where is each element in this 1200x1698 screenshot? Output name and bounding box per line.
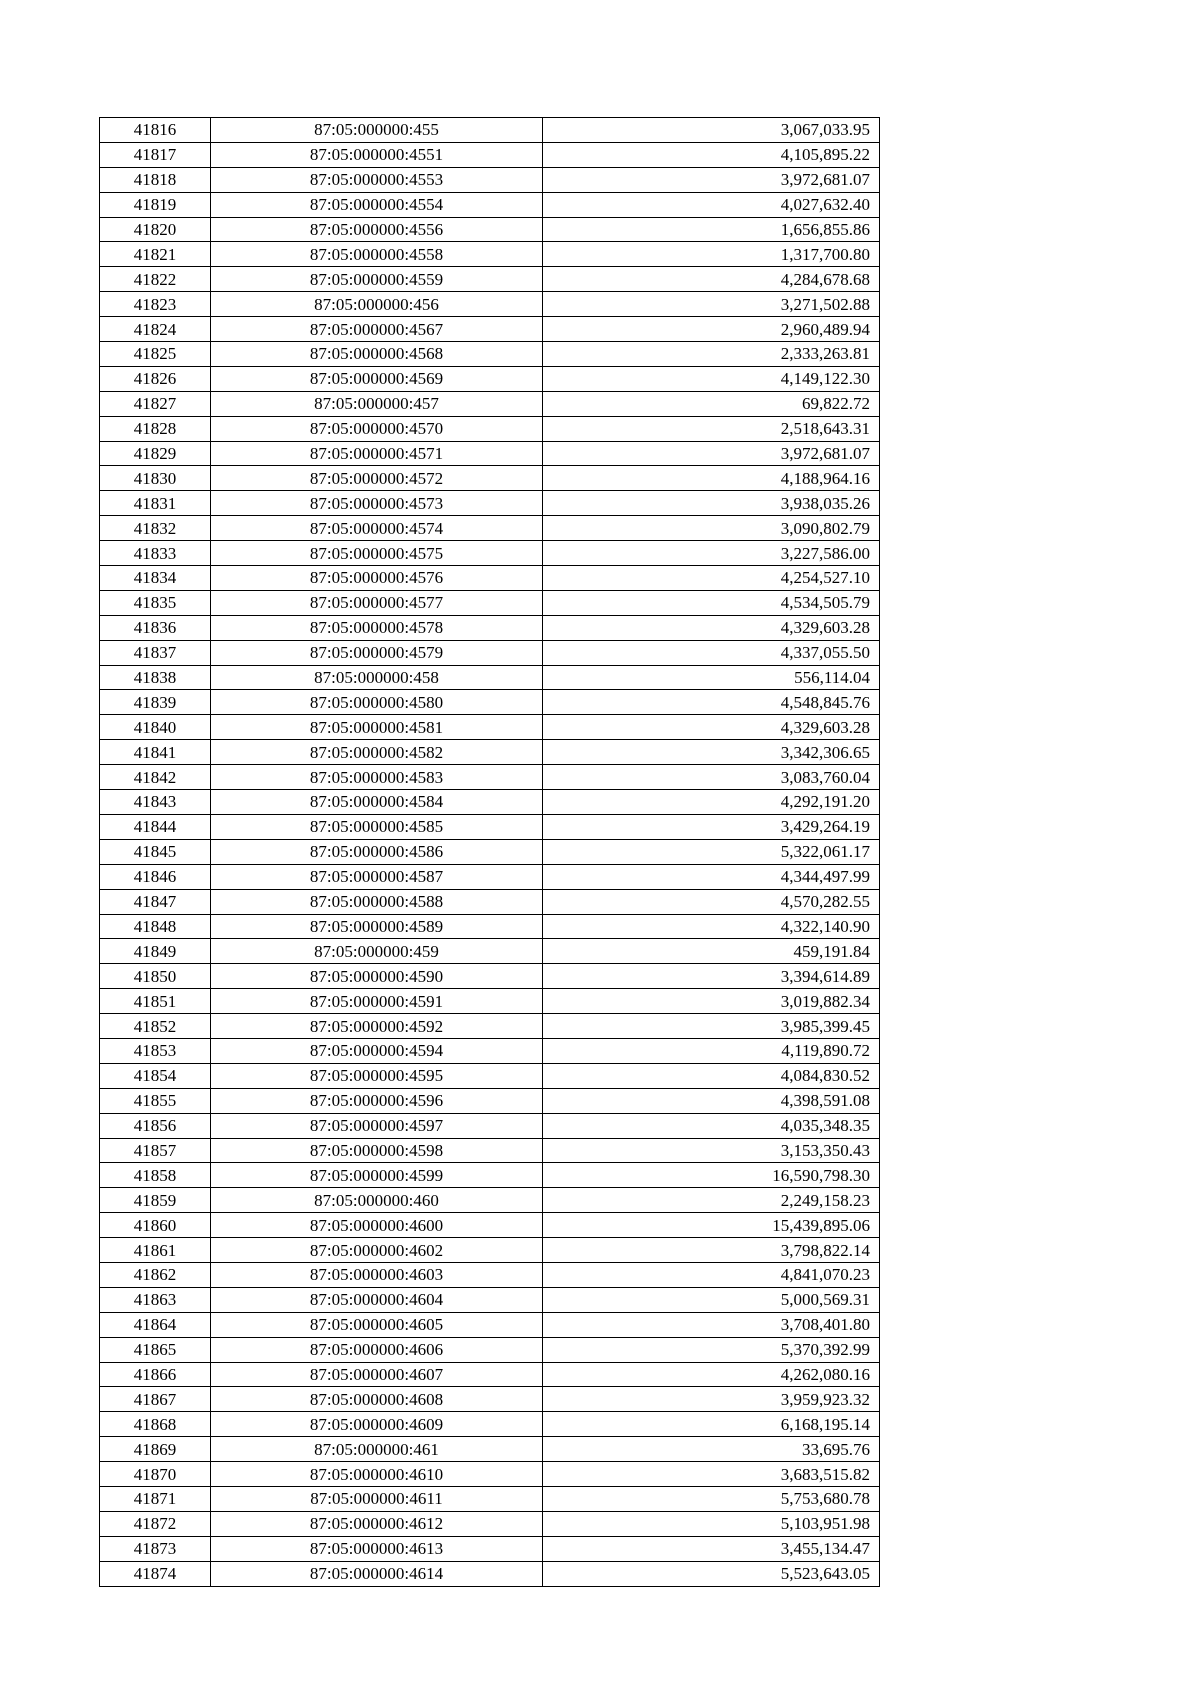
- cadastral-number-cell: 87:05:000000:4595: [211, 1063, 543, 1088]
- cadastral-value-cell: 69,822.72: [543, 391, 880, 416]
- table-row: [100, 317, 880, 342]
- row-number-cell: 41817: [100, 142, 211, 167]
- table-row: [100, 192, 880, 217]
- cadastral-value-cell: 459,191.84: [543, 939, 880, 964]
- table-row: [100, 914, 880, 939]
- cadastral-number-cell: 87:05:000000:455: [211, 118, 543, 143]
- cadastral-value-cell: 3,090,802.79: [543, 516, 880, 541]
- table-row: [100, 1387, 880, 1412]
- cadastral-number-cell: 87:05:000000:4613: [211, 1536, 543, 1561]
- cadastral-number-cell: 87:05:000000:4568: [211, 342, 543, 367]
- cadastral-value-cell: 4,027,632.40: [543, 192, 880, 217]
- table-row: [100, 1412, 880, 1437]
- cadastral-number-cell: 87:05:000000:4592: [211, 1014, 543, 1039]
- cadastral-number-cell: 87:05:000000:4600: [211, 1213, 543, 1238]
- table-row: [100, 516, 880, 541]
- table-row: [100, 640, 880, 665]
- cadastral-value-cell: 4,337,055.50: [543, 640, 880, 665]
- table-body: [100, 118, 880, 1587]
- cadastral-value-cell: 4,084,830.52: [543, 1063, 880, 1088]
- row-number-cell: 41854: [100, 1063, 211, 1088]
- cadastral-number-cell: 87:05:000000:4558: [211, 242, 543, 267]
- row-number-cell: 41872: [100, 1511, 211, 1536]
- cadastral-value-cell: 3,067,033.95: [543, 118, 880, 143]
- row-number-cell: 41831: [100, 491, 211, 516]
- cadastral-value-cell: 15,439,895.06: [543, 1213, 880, 1238]
- cadastral-value-cell: 4,322,140.90: [543, 914, 880, 939]
- cadastral-number-cell: 87:05:000000:4551: [211, 142, 543, 167]
- table-row: [100, 366, 880, 391]
- cadastral-number-cell: 87:05:000000:4588: [211, 889, 543, 914]
- table-row: [100, 790, 880, 815]
- cadastral-value-cell: 3,455,134.47: [543, 1536, 880, 1561]
- row-number-cell: 41843: [100, 790, 211, 815]
- cadastral-number-cell: 87:05:000000:4612: [211, 1511, 543, 1536]
- row-number-cell: 41866: [100, 1362, 211, 1387]
- table-row: [100, 1362, 880, 1387]
- table-row: [100, 1312, 880, 1337]
- cadastral-value-cell: 3,683,515.82: [543, 1462, 880, 1487]
- row-number-cell: 41850: [100, 964, 211, 989]
- row-number-cell: 41853: [100, 1038, 211, 1063]
- cadastral-value-cell: 4,329,603.28: [543, 615, 880, 640]
- cadastral-number-cell: 87:05:000000:4578: [211, 615, 543, 640]
- table-row: [100, 814, 880, 839]
- cadastral-number-cell: 87:05:000000:458: [211, 665, 543, 690]
- cadastral-value-cell: 4,292,191.20: [543, 790, 880, 815]
- cadastral-number-cell: 87:05:000000:4605: [211, 1312, 543, 1337]
- row-number-cell: 41871: [100, 1486, 211, 1511]
- row-number-cell: 41869: [100, 1437, 211, 1462]
- row-number-cell: 41822: [100, 267, 211, 292]
- table-row: [100, 1063, 880, 1088]
- cadastral-number-cell: 87:05:000000:4603: [211, 1262, 543, 1287]
- cadastral-value-table: [99, 117, 880, 1587]
- table-row: [100, 989, 880, 1014]
- table-row: [100, 1561, 880, 1586]
- table-row: [100, 615, 880, 640]
- cadastral-number-cell: 87:05:000000:4553: [211, 167, 543, 192]
- table-row: [100, 690, 880, 715]
- cadastral-value-cell: 5,753,680.78: [543, 1486, 880, 1511]
- cadastral-value-cell: 4,149,122.30: [543, 366, 880, 391]
- row-number-cell: 41863: [100, 1287, 211, 1312]
- row-number-cell: 41830: [100, 466, 211, 491]
- row-number-cell: 41835: [100, 590, 211, 615]
- cadastral-value-cell: 3,271,502.88: [543, 292, 880, 317]
- table-row: [100, 1213, 880, 1238]
- row-number-cell: 41839: [100, 690, 211, 715]
- cadastral-value-cell: 556,114.04: [543, 665, 880, 690]
- row-number-cell: 41832: [100, 516, 211, 541]
- row-number-cell: 41851: [100, 989, 211, 1014]
- row-number-cell: 41874: [100, 1561, 211, 1586]
- cadastral-number-cell: 87:05:000000:4580: [211, 690, 543, 715]
- cadastral-number-cell: 87:05:000000:4569: [211, 366, 543, 391]
- row-number-cell: 41855: [100, 1088, 211, 1113]
- table-row: [100, 864, 880, 889]
- table-row: [100, 1511, 880, 1536]
- row-number-cell: 41857: [100, 1138, 211, 1163]
- cadastral-number-cell: 87:05:000000:460: [211, 1188, 543, 1213]
- cadastral-number-cell: 87:05:000000:4607: [211, 1362, 543, 1387]
- table-row: [100, 1337, 880, 1362]
- cadastral-number-cell: 87:05:000000:4572: [211, 466, 543, 491]
- table-row: [100, 1536, 880, 1561]
- table-row: [100, 441, 880, 466]
- table-row: [100, 342, 880, 367]
- table-row: [100, 242, 880, 267]
- row-number-cell: 41824: [100, 317, 211, 342]
- row-number-cell: 41828: [100, 416, 211, 441]
- cadastral-number-cell: 87:05:000000:4585: [211, 814, 543, 839]
- cadastral-number-cell: 87:05:000000:4575: [211, 541, 543, 566]
- cadastral-value-cell: 5,370,392.99: [543, 1337, 880, 1362]
- table-row: [100, 1238, 880, 1263]
- table-row: [100, 1437, 880, 1462]
- table-row: [100, 1113, 880, 1138]
- cadastral-value-cell: 3,972,681.07: [543, 441, 880, 466]
- cadastral-number-cell: 87:05:000000:4589: [211, 914, 543, 939]
- row-number-cell: 41870: [100, 1462, 211, 1487]
- table-row: [100, 1462, 880, 1487]
- row-number-cell: 41841: [100, 740, 211, 765]
- row-number-cell: 41833: [100, 541, 211, 566]
- cadastral-number-cell: 87:05:000000:4590: [211, 964, 543, 989]
- cadastral-number-cell: 87:05:000000:4559: [211, 267, 543, 292]
- cadastral-number-cell: 87:05:000000:4584: [211, 790, 543, 815]
- cadastral-number-cell: 87:05:000000:4598: [211, 1138, 543, 1163]
- row-number-cell: 41825: [100, 342, 211, 367]
- table-row: [100, 1138, 880, 1163]
- row-number-cell: 41820: [100, 217, 211, 242]
- cadastral-number-cell: 87:05:000000:461: [211, 1437, 543, 1462]
- cadastral-number-cell: 87:05:000000:4583: [211, 765, 543, 790]
- cadastral-number-cell: 87:05:000000:4587: [211, 864, 543, 889]
- cadastral-number-cell: 87:05:000000:4608: [211, 1387, 543, 1412]
- cadastral-value-cell: 4,188,964.16: [543, 466, 880, 491]
- cadastral-value-cell: 4,254,527.10: [543, 566, 880, 591]
- row-number-cell: 41836: [100, 615, 211, 640]
- cadastral-value-cell: 3,019,882.34: [543, 989, 880, 1014]
- cadastral-value-cell: 5,103,951.98: [543, 1511, 880, 1536]
- row-number-cell: 41859: [100, 1188, 211, 1213]
- table-row: [100, 964, 880, 989]
- cadastral-value-cell: 3,394,614.89: [543, 964, 880, 989]
- cadastral-number-cell: 87:05:000000:4554: [211, 192, 543, 217]
- cadastral-value-cell: 4,105,895.22: [543, 142, 880, 167]
- row-number-cell: 41816: [100, 118, 211, 143]
- cadastral-number-cell: 87:05:000000:4576: [211, 566, 543, 591]
- table-row: [100, 267, 880, 292]
- cadastral-number-cell: 87:05:000000:4609: [211, 1412, 543, 1437]
- table-row: [100, 765, 880, 790]
- cadastral-value-cell: 3,708,401.80: [543, 1312, 880, 1337]
- cadastral-value-cell: 4,119,890.72: [543, 1038, 880, 1063]
- row-number-cell: 41846: [100, 864, 211, 889]
- table-row: [100, 939, 880, 964]
- cadastral-value-cell: 3,972,681.07: [543, 167, 880, 192]
- table-row: [100, 217, 880, 242]
- row-number-cell: 41819: [100, 192, 211, 217]
- table-row: [100, 1038, 880, 1063]
- row-number-cell: 41818: [100, 167, 211, 192]
- cadastral-number-cell: 87:05:000000:4581: [211, 715, 543, 740]
- cadastral-number-cell: 87:05:000000:4594: [211, 1038, 543, 1063]
- cadastral-value-cell: 16,590,798.30: [543, 1163, 880, 1188]
- table-row: [100, 491, 880, 516]
- row-number-cell: 41847: [100, 889, 211, 914]
- cadastral-number-cell: 87:05:000000:4604: [211, 1287, 543, 1312]
- table-row: [100, 839, 880, 864]
- row-number-cell: 41864: [100, 1312, 211, 1337]
- cadastral-number-cell: 87:05:000000:4582: [211, 740, 543, 765]
- cadastral-value-cell: 4,398,591.08: [543, 1088, 880, 1113]
- cadastral-value-cell: 2,249,158.23: [543, 1188, 880, 1213]
- row-number-cell: 41826: [100, 366, 211, 391]
- cadastral-number-cell: 87:05:000000:4606: [211, 1337, 543, 1362]
- cadastral-value-cell: 3,985,399.45: [543, 1014, 880, 1039]
- cadastral-number-cell: 87:05:000000:4596: [211, 1088, 543, 1113]
- cadastral-number-cell: 87:05:000000:4610: [211, 1462, 543, 1487]
- row-number-cell: 41852: [100, 1014, 211, 1039]
- table-row: [100, 590, 880, 615]
- cadastral-value-cell: 1,656,855.86: [543, 217, 880, 242]
- cadastral-number-cell: 87:05:000000:4570: [211, 416, 543, 441]
- row-number-cell: 41840: [100, 715, 211, 740]
- table-row: [100, 1287, 880, 1312]
- cadastral-number-cell: 87:05:000000:4573: [211, 491, 543, 516]
- cadastral-value-cell: 4,344,497.99: [543, 864, 880, 889]
- cadastral-number-cell: 87:05:000000:4591: [211, 989, 543, 1014]
- cadastral-value-cell: 3,227,586.00: [543, 541, 880, 566]
- table-row: [100, 1486, 880, 1511]
- cadastral-value-cell: 33,695.76: [543, 1437, 880, 1462]
- table-row: [100, 1088, 880, 1113]
- row-number-cell: 41845: [100, 839, 211, 864]
- row-number-cell: 41856: [100, 1113, 211, 1138]
- cadastral-value-cell: 5,000,569.31: [543, 1287, 880, 1312]
- cadastral-number-cell: 87:05:000000:4556: [211, 217, 543, 242]
- row-number-cell: 41873: [100, 1536, 211, 1561]
- cadastral-number-cell: 87:05:000000:4614: [211, 1561, 543, 1586]
- cadastral-value-cell: 3,798,822.14: [543, 1238, 880, 1263]
- row-number-cell: 41867: [100, 1387, 211, 1412]
- table-row: [100, 118, 880, 143]
- cadastral-number-cell: 87:05:000000:459: [211, 939, 543, 964]
- table-row: [100, 1188, 880, 1213]
- row-number-cell: 41838: [100, 665, 211, 690]
- table-row: [100, 665, 880, 690]
- cadastral-value-cell: 4,262,080.16: [543, 1362, 880, 1387]
- cadastral-value-cell: 3,153,350.43: [543, 1138, 880, 1163]
- cadastral-value-cell: 3,429,264.19: [543, 814, 880, 839]
- cadastral-value-cell: 1,317,700.80: [543, 242, 880, 267]
- table-row: [100, 142, 880, 167]
- cadastral-number-cell: 87:05:000000:4586: [211, 839, 543, 864]
- table-row: [100, 740, 880, 765]
- row-number-cell: 41862: [100, 1262, 211, 1287]
- cadastral-value-cell: 2,518,643.31: [543, 416, 880, 441]
- cadastral-value-cell: 2,960,489.94: [543, 317, 880, 342]
- row-number-cell: 41834: [100, 566, 211, 591]
- cadastral-number-cell: 87:05:000000:4571: [211, 441, 543, 466]
- row-number-cell: 41842: [100, 765, 211, 790]
- table-row: [100, 1014, 880, 1039]
- cadastral-value-cell: 3,342,306.65: [543, 740, 880, 765]
- cadastral-value-cell: 6,168,195.14: [543, 1412, 880, 1437]
- row-number-cell: 41865: [100, 1337, 211, 1362]
- row-number-cell: 41858: [100, 1163, 211, 1188]
- row-number-cell: 41829: [100, 441, 211, 466]
- cadastral-number-cell: 87:05:000000:4574: [211, 516, 543, 541]
- row-number-cell: 41827: [100, 391, 211, 416]
- cadastral-value-cell: 4,570,282.55: [543, 889, 880, 914]
- cadastral-value-cell: 4,284,678.68: [543, 267, 880, 292]
- cadastral-value-cell: 4,534,505.79: [543, 590, 880, 615]
- cadastral-number-cell: 87:05:000000:4599: [211, 1163, 543, 1188]
- cadastral-value-cell: 5,322,061.17: [543, 839, 880, 864]
- cadastral-value-cell: 4,329,603.28: [543, 715, 880, 740]
- row-number-cell: 41849: [100, 939, 211, 964]
- cadastral-value-cell: 4,548,845.76: [543, 690, 880, 715]
- row-number-cell: 41821: [100, 242, 211, 267]
- row-number-cell: 41848: [100, 914, 211, 939]
- table-row: [100, 292, 880, 317]
- cadastral-value-cell: 4,841,070.23: [543, 1262, 880, 1287]
- row-number-cell: 41860: [100, 1213, 211, 1238]
- cadastral-number-cell: 87:05:000000:4602: [211, 1238, 543, 1263]
- cadastral-value-cell: 4,035,348.35: [543, 1113, 880, 1138]
- table-row: [100, 1163, 880, 1188]
- table-row: [100, 715, 880, 740]
- table-row: [100, 466, 880, 491]
- table-row: [100, 889, 880, 914]
- row-number-cell: 41868: [100, 1412, 211, 1437]
- cadastral-number-cell: 87:05:000000:4567: [211, 317, 543, 342]
- cadastral-number-cell: 87:05:000000:4579: [211, 640, 543, 665]
- table-row: [100, 416, 880, 441]
- cadastral-value-cell: 5,523,643.05: [543, 1561, 880, 1586]
- row-number-cell: 41837: [100, 640, 211, 665]
- row-number-cell: 41861: [100, 1238, 211, 1263]
- cadastral-value-cell: 3,083,760.04: [543, 765, 880, 790]
- cadastral-value-cell: 2,333,263.81: [543, 342, 880, 367]
- cadastral-number-cell: 87:05:000000:457: [211, 391, 543, 416]
- row-number-cell: 41823: [100, 292, 211, 317]
- cadastral-value-cell: 3,938,035.26: [543, 491, 880, 516]
- cadastral-number-cell: 87:05:000000:456: [211, 292, 543, 317]
- cadastral-number-cell: 87:05:000000:4597: [211, 1113, 543, 1138]
- table-row: [100, 1262, 880, 1287]
- table-row: [100, 391, 880, 416]
- cadastral-value-cell: 3,959,923.32: [543, 1387, 880, 1412]
- row-number-cell: 41844: [100, 814, 211, 839]
- table-row: [100, 167, 880, 192]
- cadastral-number-cell: 87:05:000000:4611: [211, 1486, 543, 1511]
- cadastral-number-cell: 87:05:000000:4577: [211, 590, 543, 615]
- table-row: [100, 566, 880, 591]
- table-row: [100, 541, 880, 566]
